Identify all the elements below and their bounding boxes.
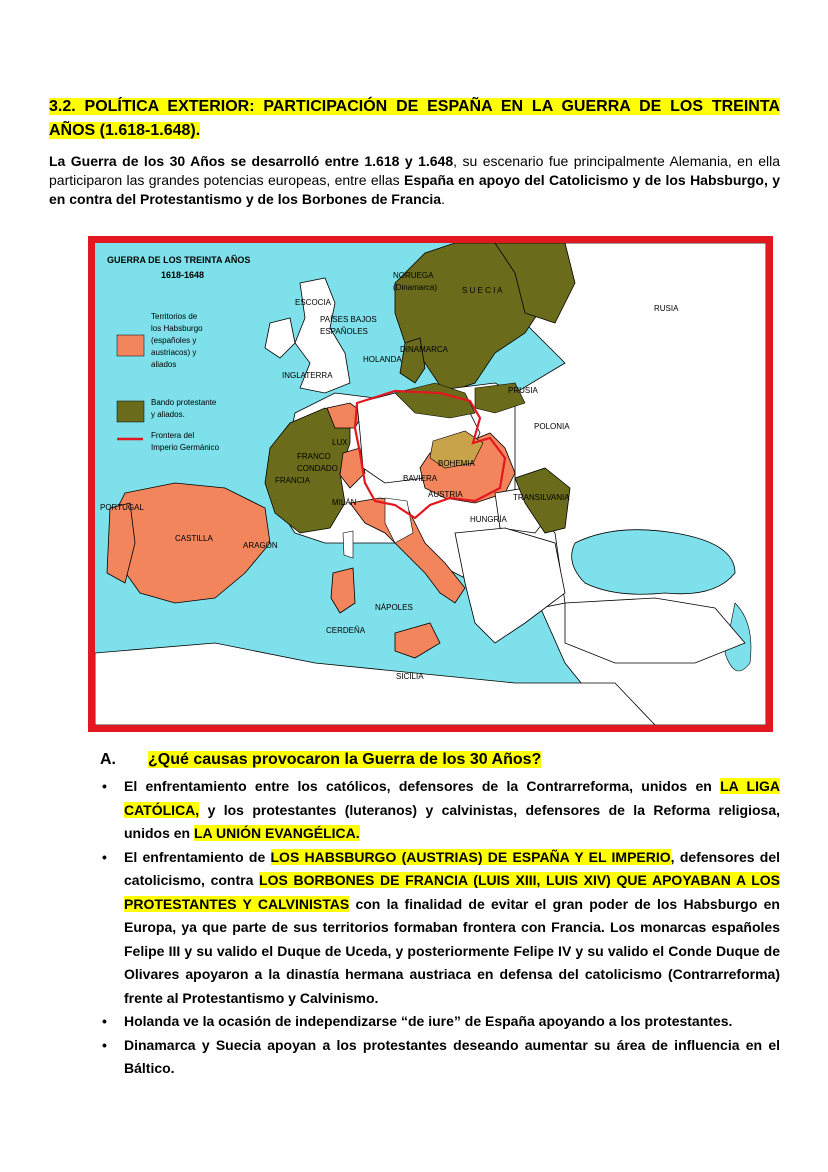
intro-spain-role: España en apoyo del Catolicismo y de los Habsburgo, y en contra del Protestantismo y de los Borbones de Francia xyxy=(49,172,780,207)
question-text: ¿Qué causas provocaron la Guerra de los 30 Años? xyxy=(148,751,542,768)
legend-border-1: Frontera del xyxy=(151,431,195,440)
question-letter: A. xyxy=(100,751,116,768)
legend-protestant-swatch xyxy=(117,401,144,422)
b1-text-2: y los protestantes (luteranos) y calvinistas, defensores de la Reforma religiosa, unidos en xyxy=(124,801,780,841)
b1-text-1: El enfrentamiento entre los católicos, defensores de la Contrarreforma, unidos en xyxy=(124,778,721,794)
legend-habsburg-4: austriacos) y xyxy=(151,348,197,357)
label-baviera: BAVIERA xyxy=(403,474,438,483)
label-portugal: PORTUGAL xyxy=(100,503,144,512)
b2-highlight-borbones: LOS BORBONES DE FRANCIA (LUIS XIII, LUIS XIV) QUE APOYABAN A LOS PROTESTANTES Y CALVINISTAS xyxy=(124,872,780,912)
label-francia: FRANCIA xyxy=(275,476,311,485)
legend-border-2: Imperio Germánico xyxy=(151,443,220,452)
list-item xyxy=(100,775,780,846)
label-lux: LUX xyxy=(332,438,348,447)
b1-highlight-liga: LA LIGA CATÓLICA, xyxy=(124,778,780,818)
list-item xyxy=(100,1010,780,1034)
causes-list xyxy=(100,775,780,1081)
list-item xyxy=(100,1034,780,1081)
intro-end: . xyxy=(441,191,445,207)
label-dinamarca: DINAMARCA xyxy=(400,345,449,354)
label-inglaterra: INGLATERRA xyxy=(282,371,333,380)
label-suecia: S U E C I A xyxy=(462,286,503,295)
section-title-text: 3.2. POLÍTICA EXTERIOR: PARTICIPACIÓN DE ESPAÑA EN LA GUERRA DE LOS TREINTA AÑOS (1.618-1.648). xyxy=(49,98,780,139)
label-aragon: ARAGÓN xyxy=(243,541,278,550)
b3-text: Holanda ve la ocasión de independizarse “de iure” de España apoyando a los protestantes. xyxy=(124,1013,733,1029)
map-title-line1: GUERRA DE LOS TREINTA AÑOS xyxy=(107,255,251,265)
list-item xyxy=(100,846,780,1011)
legend-habsburg-3: (españoles y xyxy=(151,336,197,345)
label-franco-1: FRANCO xyxy=(297,452,331,461)
b2-text-1: El enfrentamiento de xyxy=(124,848,271,865)
legend-habsburg-2: los Habsburgo xyxy=(151,324,203,333)
label-castilla: CASTILLA xyxy=(175,534,213,543)
label-escocia: ESCOCIA xyxy=(295,298,332,307)
legend-habsburg-5: aliados xyxy=(151,360,177,369)
map-frame xyxy=(88,236,773,732)
b1-highlight-union: LA UNIÓN EVANGÉLICA. xyxy=(194,825,360,841)
label-noruega-1: NORUEGA xyxy=(393,271,434,280)
thirty-years-war-map xyxy=(95,243,766,725)
b2-text-2: , defensores del catolicismo, contra xyxy=(124,848,781,888)
b2-text-3: con la finalidad de evitar el gran poder de los Habsburgo en Europa, ya que parte de sus territorios formaban frontera con Francia. Los monarcas españoles Felipe III y su valido el Duque de Uceda, y posteriormente Felipe IV y su valido el Conde Duque de Olivares apoyaron a la dinastía hermana austriaca en defensa del catolicismo (Contrarreforma) frente al Protestantismo y Calvinismo. xyxy=(124,895,780,1006)
label-noruega-2: (Dinamarca) xyxy=(393,283,438,292)
label-austria: AUSTRIA xyxy=(428,490,463,499)
section-title xyxy=(49,95,780,143)
intro-paragraph xyxy=(49,152,780,209)
corsica xyxy=(343,531,353,558)
label-transilvania: TRANSILVANIA xyxy=(513,493,570,502)
legend-habsburg-swatch xyxy=(117,335,144,356)
label-bohemia: BOHEMIA xyxy=(438,459,475,468)
label-polonia: POLONIA xyxy=(534,422,570,431)
legend-protestant-1: Bando protestante xyxy=(151,398,217,407)
label-napoles: NÁPOLES xyxy=(375,603,413,612)
intro-dates: La Guerra de los 30 Años se desarrolló entre 1.618 y 1.648 xyxy=(49,153,454,169)
b4-text: Dinamarca y Suecia apoyan a los protestantes deseando aumentar su área de influencia en el Báltico. xyxy=(124,1036,780,1076)
label-milan: MILÁN xyxy=(332,498,357,507)
label-rusia: RUSIA xyxy=(654,304,679,313)
label-paises-bajos-2: ESPAÑOLES xyxy=(320,327,368,336)
label-holanda: HOLANDA xyxy=(363,355,402,364)
legend-habsburg-1: Territorios de xyxy=(151,312,198,321)
legend-protestant-2: y aliados. xyxy=(151,410,185,419)
label-prusia: PRUSIA xyxy=(508,386,538,395)
b2-highlight-habsburgo: LOS HABSBURGO (AUSTRIAS) DE ESPAÑA Y EL IMPERIO xyxy=(270,848,671,865)
map-title-line2: 1618-1648 xyxy=(161,270,205,280)
label-sicilia: SICILIA xyxy=(396,672,424,681)
intro-text: , su escenario fue principalmente Alemania, en ella participaron las grandes potencias europeas, entre ellas xyxy=(49,153,780,188)
label-cerdena: CERDEÑA xyxy=(326,626,366,635)
label-paises-bajos-1: PAÍSES BAJOS xyxy=(320,315,377,324)
label-hungria: HUNGRÍA xyxy=(470,515,507,524)
question-a xyxy=(100,749,790,771)
label-franco-2: CONDADO xyxy=(297,464,338,473)
